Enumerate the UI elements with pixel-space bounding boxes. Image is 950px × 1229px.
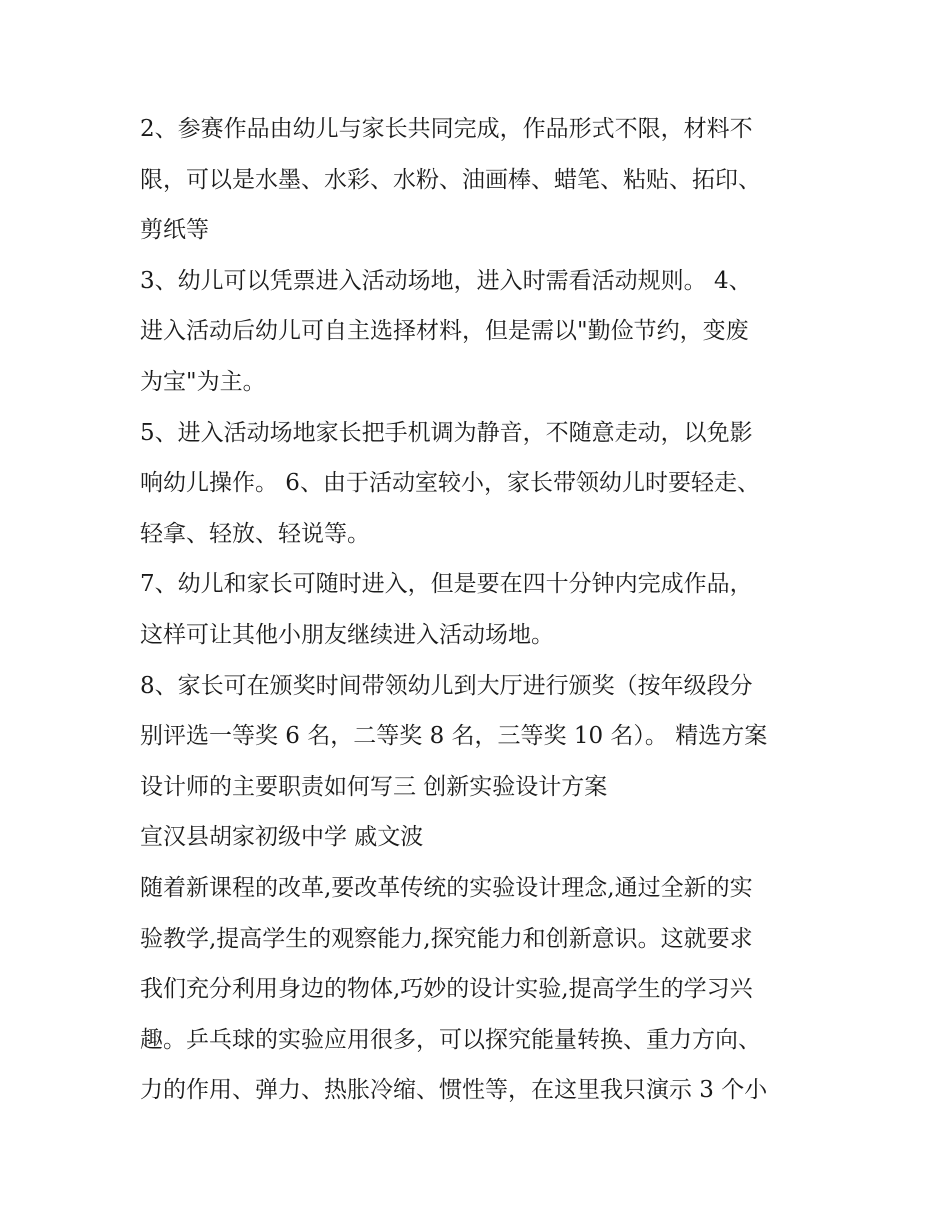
text-line: 2、参赛作品由幼儿与家长共同完成，作品形式不限，材料不 xyxy=(140,116,753,142)
text-line: 剪纸等 xyxy=(140,217,209,244)
text-line: 力的作用、弹力、热胀冷缩、惯性等，在这里我只演示 3 个小 xyxy=(140,1077,768,1104)
text-line: 别评选一等奖 6 名，二等奖 8 名，三等奖 10 名）。 精选方案 xyxy=(140,723,768,750)
text-line: 随着新课程的改革,要改革传统的实验设计理念,通过全新的实 xyxy=(140,874,753,901)
paragraph-intro xyxy=(140,863,820,1116)
text-line: 轻拿、轻放、轻说等。 xyxy=(140,520,370,547)
paragraph-rule-2 xyxy=(140,104,820,256)
text-line: 5、进入活动场地家长把手机调为静音，不随意走动，以免影 xyxy=(140,419,753,446)
paragraph-rule-3-4 xyxy=(140,256,820,408)
author-line xyxy=(140,812,820,863)
paragraph-rule-7 xyxy=(140,559,820,660)
text-line: 验教学,提高学生的观察能力,探究能力和创新意识。这就要求 xyxy=(140,925,753,952)
text-line: 我们充分利用身边的物体,巧妙的设计实验,提高学生的学习兴 xyxy=(140,976,753,1003)
text-line: 进入活动后幼儿可自主选择材料，但是需以"勤俭节约，变废 xyxy=(140,318,749,345)
text-line: 这样可让其他小朋友继续进入活动场地。 xyxy=(140,621,554,648)
text-line: 响幼儿操作。 6、由于活动室较小，家长带领幼儿时要轻走、 xyxy=(140,470,760,497)
paragraph-rule-5-6 xyxy=(140,408,820,560)
text-line: 7、幼儿和家长可随时进入，但是要在四十分钟内完成作品， xyxy=(140,571,753,598)
text-line: 8、家长可在颁奖时间带领幼儿到大厅进行颁奖（按年级段分 xyxy=(140,672,753,699)
text-line: 3、幼儿可以凭票进入活动场地，进入时需看活动规则。 4、 xyxy=(140,267,752,294)
text-line: 趣。乒乓球的实验应用很多，可以探究能量转换、重力方向、 xyxy=(140,1026,761,1053)
text-line: 宣汉县胡家初级中学 戚文波 xyxy=(140,824,424,851)
text-line: 设计师的主要职责如何写三 创新实验设计方案 xyxy=(140,773,608,800)
paragraph-rule-8 xyxy=(140,661,820,813)
text-line: 限，可以是水墨、水彩、水粉、油画棒、蜡笔、粘贴、拓印、 xyxy=(140,166,761,193)
text-line: 为宝"为主。 xyxy=(140,368,266,395)
document-body xyxy=(140,104,820,1116)
